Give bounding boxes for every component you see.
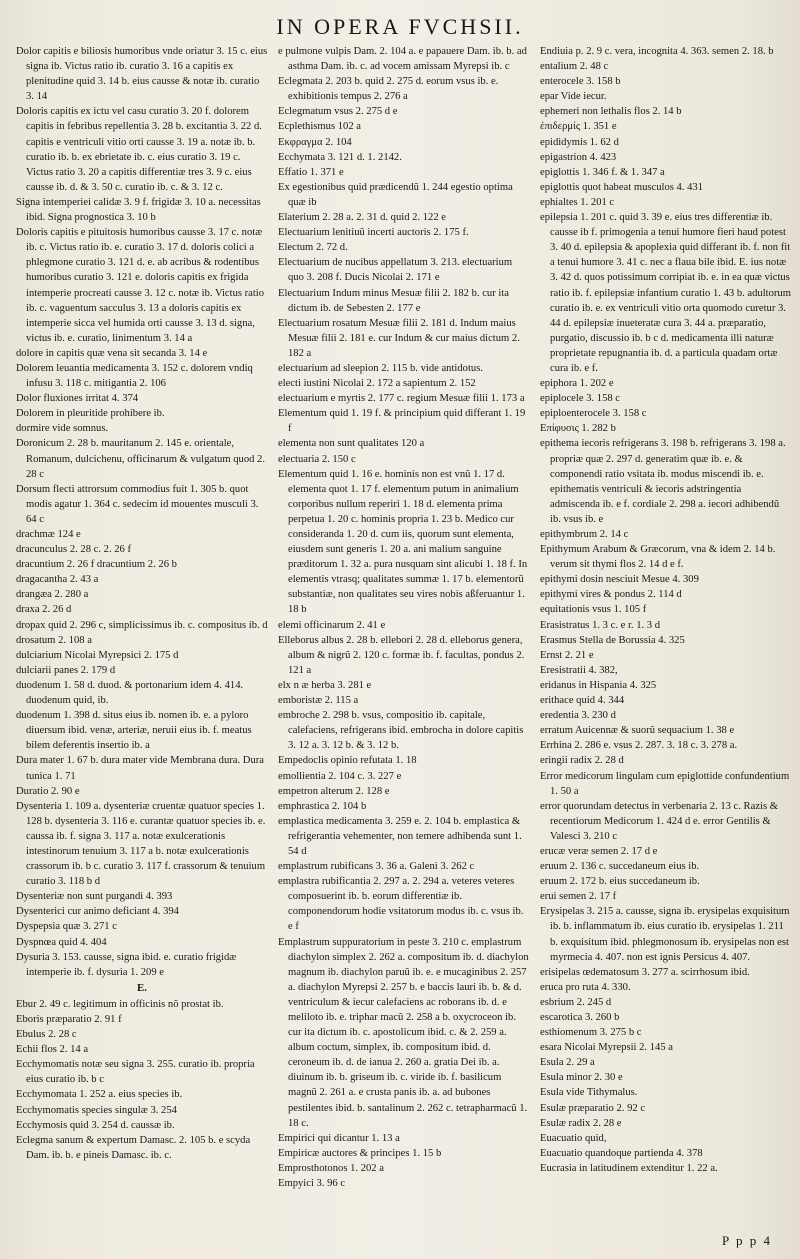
index-entry: emplastica medicamenta 3. 259 e. 2. 104 b. emplastica & refrigerantia vehementer, non temere adhibenda sunt 1. 54 d — [278, 815, 522, 857]
index-entry: Dolor fluxiones irritat 4. 374 — [16, 393, 139, 405]
index-entry: Esulæ radix 2. 28 e — [540, 1117, 622, 1129]
index-entry: Ebulus 2. 28 c — [16, 1029, 77, 1041]
index-entry: eringii radix 2. 28 d — [540, 755, 624, 767]
index-entry: elemi officinarum 2. 41 e — [278, 619, 386, 631]
index-entry: dracunculus 2. 28 c. 2. 26 f — [16, 544, 132, 556]
index-entry: epigastrion 4. 423 — [540, 151, 617, 163]
index-entry: Doronicum 2. 28 b. mauritanum 2. 145 e. orientale, Romanum, dulcichenu, officinarum & vulgatum quod 2. 28 c — [16, 438, 266, 480]
index-entry: Doloris capitis e pituitosis humoribus causse 3. 17 c. notæ ib. c. Victus ratio ib. e. curatio 3. 17 d. doloris colici a phlegmone curatio 3. 121 d. e. ab acribus & rodentibus humoribus curatio 3. 121 e. doloris capitis ex frigida intemperie procreati causse 3. 12 c. notæ ib. Victus ratio ib. c. vaguentum sacculus 3. 13 a doloris capitis ex intemperie sicca vel humida orti causse 3. 13 d. signa, victus ib. e. curatio, linimentum 3. 14 a — [16, 227, 265, 344]
index-entry: embroche 2. 298 b. vsus, compositio ib. capitale, calefaciens, refrigerans ibid. embrocha in dolore capitis 3. 12 a. 3. 12 b. & 3. 12 b. — [278, 710, 524, 752]
index-entry: empetron alterum 2. 128 e — [278, 785, 390, 797]
index-entry: Ex egestionibus quid prædicendũ 1. 244 egestio optima quæ ib — [278, 181, 513, 208]
index-entry: epar Vide iecur. — [540, 91, 607, 103]
index-entry: equitationis vsus 1. 105 f — [540, 604, 647, 616]
index-entry: Dolorem leuantia medicamenta 3. 152 c. dolorem vndiq infusu 3. 118 c. mitigantia 2. 106 — [16, 362, 253, 390]
index-entry: e pulmone vulpis Dam. 2. 104 a. e papauere Dam. ib. b. ad asthma Dam. ib. c. ad vocem amissam Myrepsi ib. c — [278, 46, 527, 73]
index-entry: Elementum quid 1. 19 f. & principium quid differant 1. 19 f — [278, 408, 526, 435]
index-entry: elx n æ herba 3. 281 e — [278, 679, 372, 691]
index-entry: Error medicorum lingulam cum epiglottide confundentium 1. 50 a — [540, 770, 790, 797]
index-entry: Electuarium de nucibus appellatum 3. 213. electuarium quo 3. 208 f. Ducis Nicolai 2. 171 e — [278, 257, 513, 284]
index-entry: Dorsum flecti attrorsum commodius fuit 1. 305 b. quot modis agatur 1. 364 c. sedecim id mouentes musculi 3. 64 c — [16, 483, 259, 525]
index-entry: Euacuatio quandoque partienda 4. 378 — [540, 1147, 703, 1159]
index-entry: Empedoclis opinio refutata 1. 18 — [278, 755, 417, 767]
index-entry: Elleborus albus 2. 28 b. ellebori 2. 28 d. elleborus genera, album & nigrũ 2. 120 c. formæ ib. f. facultas, pondus 2. 121 a — [278, 634, 525, 676]
index-entry: Esula minor 2. 30 e — [540, 1072, 623, 1084]
index-entry: Endiuia p. 2. 9 c. vera, incognita 4. 363. semen 2. 18. b — [540, 46, 774, 57]
index-entry: Errhina 2. 286 e. vsus 2. 287. 3. 18 c. 3. 278 a. — [540, 740, 738, 752]
index-entry: emboristæ 2. 115 a — [278, 695, 359, 707]
index-entry: Electuarium rosatum Mesuæ filii 2. 181 d. Indum maius Mesuæ filii 2. 181 e. cur Indum & cur maius dictum 2. 182 a — [278, 317, 520, 359]
column-right — [540, 44, 792, 1222]
index-entry: Dysuria 3. 153. causse, signa ibid. e. curatio frigidæ intemperie ib. f. dysuria 1. 209 e — [16, 951, 237, 978]
index-entry: Dysenteriæ non sunt purgandi 4. 393 — [16, 891, 173, 903]
index-entry: erithace quid 4. 344 — [540, 695, 625, 707]
index-entry: Euacuatio quid, — [540, 1132, 607, 1144]
index-entry: emollientia 2. 104 c. 3. 227 e — [278, 770, 402, 782]
index-entry: Empyici 3. 96 c — [278, 1178, 346, 1190]
index-entry: emphrastica 2. 104 b — [278, 800, 367, 812]
column-middle — [278, 44, 530, 1222]
index-entry: esbrium 2. 245 d — [540, 996, 612, 1008]
index-entry: esthiomenum 3. 275 b c — [540, 1027, 642, 1039]
index-entry: Ecchymomatis notæ seu signa 3. 255. curatio ib. propria eius curatio ib. b c — [16, 1059, 255, 1086]
index-entry: Eucrasia in latitudinem extenditur 1. 22 a. — [540, 1162, 718, 1174]
index-entry: dragacantha 2. 43 a — [16, 574, 99, 586]
signature-mark: P p p 4 — [722, 1233, 772, 1248]
index-entry: dropax quid 2. 296 c, simplicissimus ib. c. compositus ib. d — [16, 619, 268, 631]
index-entry: Ernst 2. 21 e — [540, 649, 594, 661]
index-entry: Doloris capitis ex ictu vel casu curatio 3. 20 f. dolorem capitis in febribus repellentia 3. 28 b. excitantia 3. 22 d. capitis e ventriculi vitio orti causse 3. 19 a. notæ ib. b. curatio ib. b. ex ebrietate ib. c. eius curatio 3. 19 c. Victus ratio 3. 20 a capitis differentiæ tres 3. 9 c. eius causse ib. d. & 3. 50 c. curatio ib. c. & 3. 12 c. — [16, 106, 262, 193]
index-entry: Ecchymata 3. 121 d. 1. 2142. — [278, 151, 402, 163]
index-entry: Epithymum Arabum & Græcorum, vna & idem 2. 14 b. verum sit thymi flos 2. 14 d e f. — [540, 544, 776, 571]
index-entry: Dolor capitis e biliosis humoribus vnde oriatur 3. 15 c. eius signa ib. Victus ratio ib. curatio 3. 16 a capitis ex plenitudine quid 3. 14 b. eius causse & notæ ib. curatio 3. 14 — [16, 46, 268, 103]
index-entry: Emprosthotonos 1. 202 a — [278, 1162, 384, 1174]
index-entry: Erasistratus 1. 3 c. e r. 1. 3 d — [540, 619, 661, 631]
index-entry: eruum 2. 172 b. eius succedaneum ib. — [540, 876, 700, 888]
index-entry: epiplocele 3. 158 c — [540, 393, 621, 405]
index-entry: Electuarium Indum minus Mesuæ filii 2. 182 b. cur ita dictum ib. de Sebesten 2. 177 e — [278, 287, 509, 314]
index-entry: dormire vide somnus. — [16, 423, 109, 435]
index-entry: electuarium ad sleepion 2. 115 b. vide antidotus. — [278, 362, 483, 374]
column-left — [16, 44, 268, 1222]
index-entry: Eclegmatum vsus 2. 275 d e — [278, 106, 398, 118]
index-entry: erui semen 2. 17 f — [540, 891, 617, 903]
index-entry: emplastra rubificantia 2. 297 a. 2. 294 a. veteres veteres composuerint ib. b. eorum differentiæ ib. componendorum hodie vsitatorum modus ib. c. vsus ib. e f — [278, 876, 524, 933]
index-entry: enterocele 3. 158 b — [540, 76, 621, 88]
index-entry: ephialtes 1. 201 c — [540, 196, 615, 208]
index-entry: Ecchymosis quid 3. 254 d. caussæ ib. — [16, 1119, 175, 1131]
index-entry: erucæ veræ semen 2. 17 d e — [540, 845, 658, 857]
index-entry: Dysenterici cur animo deficiant 4. 394 — [16, 906, 179, 918]
index-entry: Emplastrum suppuratorium in peste 3. 210 c. emplastrum diachylon simplex 2. 262 a. compositum ib. d. diachylon magnum ib. diachylon paruũ ib. e. e mucaginibus 2. 257 a. diachylon Myrepsi 2. 257 b. e baccis lauri ib. b. & d. ventriculum & iecur calefaciens ac roborans ib. d. e melilotо ib. e. triphar macũ 2. 258 a b. oxycroceon ib. cur ita dictum ib. c. apostolicum ibid. c. & 2. 259 a. album coctum, simplex, ib. compositum ibid. d. ceroneum ib. d. de ianua 2. 260 a. gratia Dei ib. a. diuinum ib. b. griseum ib. c. viride ib. f. basilicum magnũ 2. 261 a. e crusta panis ib. a. ad bubones pestilentes ibid. b. santalinum 2. 262 c. tetrapharmacũ 1. 18 c. — [278, 936, 529, 1129]
index-entry: epididymis 1. 62 d — [540, 136, 619, 148]
index-entry: duodenum 1. 398 d. situs eius ib. nomen ib. e. a pyloro diuersum ibid. venæ, arteriæ, neruii eius ib. f. meatus bilem deferentis insertio ib. a — [16, 710, 252, 752]
index-entry: Επίφυσις 1. 282 b — [540, 423, 616, 435]
index-entry: Electum 2. 72 d. — [278, 242, 348, 254]
index-entry: Ecchymomatis species singulæ 3. 254 — [16, 1104, 177, 1116]
index-entry: Effatio 1. 371 e — [278, 166, 344, 178]
index-entry: ephemeri non lethalis flos 2. 14 b — [540, 106, 682, 118]
index-entry: epiphora 1. 202 e — [540, 378, 614, 390]
index-entry: Eboris præparatio 2. 91 f — [16, 1014, 122, 1025]
index-entry: esara Nicolai Myrepsii 2. 145 a — [540, 1042, 673, 1054]
index-entry: entalium 2. 48 c — [540, 61, 609, 73]
index-entry: epithema iecoris refrigerans 3. 198 b. refrigerans 3. 198 a. propriæ quæ 2. 297 d. generatim quæ ib. e. & componendi ratio vsitata ib. modus miscendi ib. e. epithematis ventriculi & iecoris adstringentia admiscenda ib. e f. cordiale 2. 298 a. iecori adhibendũ ib. vsus ib. e — [540, 438, 786, 525]
index-entry: eruca pro ruta 4. 330. — [540, 981, 631, 993]
index-entry: epilepsia 1. 201 c. quid 3. 39 e. eius tres differentiæ ib. causse ib f. primogenia a tenui humore fieri haud potest 3. 40 d. epilepsia & apoplexia quid differant ib. f. non fit a tenui humore 3. 41 c. nec a flaua bile ibid. E. ius notæ 3. 42 d. quos potissimum corripiat ib. e. in ea quæ victus ratio ib. f. epilepsiæ infantium curatio 1. 43 b. adultorum curatio ib. e. ex ventriculi vitio orta quomodo curetur 3. 44 d. epilepsiæ inueteratæ cura 3. 44 a. præparatio, purgatio, discussio ib. b c d. medicamenta illi naturæ proprietate repugnantia ib. d. a particula quadam ortæ cura ib. e f. — [540, 212, 791, 374]
index-entry: electuarium e myrtis 2. 177 c. regium Mesuæ filii 1. 173 a — [278, 393, 525, 405]
section-letter-heading: E. — [136, 981, 148, 994]
index-entry: Eclegmata 2. 203 b. quid 2. 275 d. eorum vsus ib. e. exhibitionis tempus 2. 276 a — [278, 76, 499, 103]
index-entry: Electuarium lenitiuũ incerti auctoris 2. 175 f. — [278, 227, 469, 239]
page-header: IN OPERA FVCHSII. — [276, 14, 524, 39]
index-entry: Ebur 2. 49 c. legitimum in officinis nõ prostat ib. — [16, 998, 224, 1010]
index-entry: Εκφραγμα 2. 104 — [278, 136, 352, 148]
index-entry: Esula 2. 29 a — [540, 1057, 595, 1069]
index-entry: Echii flos 2. 14 a — [16, 1044, 89, 1056]
index-entry: dracuntium 2. 26 f dracuntium 2. 26 b — [16, 559, 177, 571]
index-entry: drosatum 2. 108 a — [16, 634, 92, 646]
index-entry: Eclegma sanum & expertum Damasc. 2. 105 b. e scyda Dam. ib. b. e pineis Damasc. ib. c. — [16, 1134, 251, 1161]
index-entry: epiploenterocele 3. 158 c — [540, 408, 647, 420]
index-entry: Erysipelas 3. 215 a. causse, signa ib. erysipelas exquisitum ib. b. inflammatum ib. eius curatio ib. erysipelas 1. 211 b. exquisitum ibid. phlegmonosum ib. erysipelas non est myrmecia 4. 407. non est ignis Persicus 4. 407. — [540, 906, 790, 963]
index-entry: eridanus in Hispania 4. 325 — [540, 679, 657, 691]
index-entry: Ecplethismus 102 a — [278, 121, 361, 133]
index-entry: Dyspnœa quid 4. 404 — [16, 936, 107, 948]
index-entry: Empiricæ auctores & principes 1. 15 b — [278, 1147, 442, 1159]
index-entry: Dyspepsia quæ 3. 271 c — [16, 921, 117, 933]
index-entry: drachmæ 124 e — [16, 529, 81, 540]
index-entry: elementa non sunt qualitates 120 a — [278, 438, 425, 450]
index-entry: Empirici qui dicantur 1. 13 a — [278, 1132, 400, 1144]
index-entry: Signa intemperiei calidæ 3. 9 f. frigidæ 3. 10 a. necessitas ibid. Signa prognostica 3. 10 b — [16, 196, 261, 224]
index-entry: error quorundam detectus in verbenaria 2. 13 c. Razis & recentiorum Medicorum 1. 424 d e. error Gentilis & Valesci 3. 210 c — [540, 800, 778, 842]
index-columns — [16, 44, 792, 1222]
index-entry: eruum 2. 136 c. succedaneum eius ib. — [540, 861, 700, 873]
index-entry: electi iustini Nicolai 2. 172 a sapientum 2. 152 — [278, 378, 476, 390]
index-entry: epithymbrum 2. 14 c — [540, 529, 629, 540]
index-entry: eredentia 3. 230 d — [540, 710, 616, 722]
index-entry: dulciarii panes 2. 179 d — [16, 664, 116, 676]
index-entry: electuaria 2. 150 c — [278, 453, 356, 465]
index-entry: dulciarium Nicolai Myrepsici 2. 175 d — [16, 649, 179, 661]
index-entry: epithymi vires & pondus 2. 114 d — [540, 589, 682, 601]
index-entry: Ecchymomata 1. 252 a. eius species ib. — [16, 1089, 183, 1101]
index-entry: epiglottis quot habeat musculos 4. 431 — [540, 181, 704, 193]
index-entry: Erasmus Stella de Borussia 4. 325 — [540, 634, 685, 646]
index-entry: Duratio 2. 90 e — [16, 785, 80, 797]
index-entry: Esulæ præparatio 2. 92 c — [540, 1102, 646, 1114]
index-entry: Eresistratii 4. 382, — [540, 664, 618, 676]
index-entry: dolore in capitis quæ vena sit secanda 3. 14 e — [16, 347, 208, 359]
index-entry: escarotica 3. 260 b — [540, 1012, 620, 1023]
index-entry: Elaterium 2. 28 a. 2. 31 d. quid 2. 122 e — [278, 212, 446, 224]
index-entry: draxa 2. 26 d — [16, 604, 72, 616]
index-entry: duodenum 1. 58 d. duod. & portonarium idem 4. 414. duodenum quid, ib. — [16, 679, 244, 707]
index-entry: ἐπιδερμίς 1. 351 e — [540, 121, 617, 133]
index-entry: drangæa 2. 280 a — [16, 589, 89, 601]
index-entry: emplastrum rubificans 3. 36 a. Galeni 3. 262 c — [278, 861, 475, 873]
index-entry: erisipelas œdematosum 3. 277 a. scirrhosum ibid. — [540, 966, 750, 978]
index-entry: epiglottis 1. 346 f. & 1. 347 a — [540, 166, 665, 178]
index-entry: epithymi dosin nesciuit Mesue 4. 309 — [540, 574, 699, 586]
index-entry: erratum Auicennæ & suorũ sequacium 1. 38 e — [540, 725, 735, 737]
index-entry: Dura mater 1. 67 b. dura mater vide Membrana dura. Dura tunica 1. 71 — [16, 755, 264, 782]
index-entry: Esula vide Tithymalus. — [540, 1087, 638, 1099]
index-entry: Dysenteria 1. 109 a. dysenteriæ cruentæ quatuor species 1. 128 b. dysenteria 3. 116 e. curantæ quatuor species ib. e. caussa ib. f. signa 3. 117 a. notæ exulcerationis intestinorum tenuium 3. 117 a b. notæ exulcerationis crassorum ib. b c. curatio 3. 117 f. crassorum & tenuium curatio 3. 118 b d — [16, 800, 266, 888]
index-entry: Dolorem in pleuritide prohibere ib. — [16, 408, 165, 420]
index-entry: Elementum quid 1. 16 e. hominis non est vnũ 1. 17 d. elementa quot 1. 17 f. elementum putum in animalium corporibus nullum reperiri 1. 18 d. elementa prima perpetua 1. 20 c. hominis propria 1. 23 b. Medico cur consideranda 1. 20 d. cum iis, quorum sunt elementa, eiusdem sunt generis 1. 20 a. ani malium sanguine præditorum 1. 32 a. pura nusquam sint alicubi 1. 18 f. In elementis vtrasq; qualitates summæ 1. 17 b. elementorũ substantiæ, non qualitates seu vires nobis aßferuantur 1. 18 b — [278, 468, 528, 616]
